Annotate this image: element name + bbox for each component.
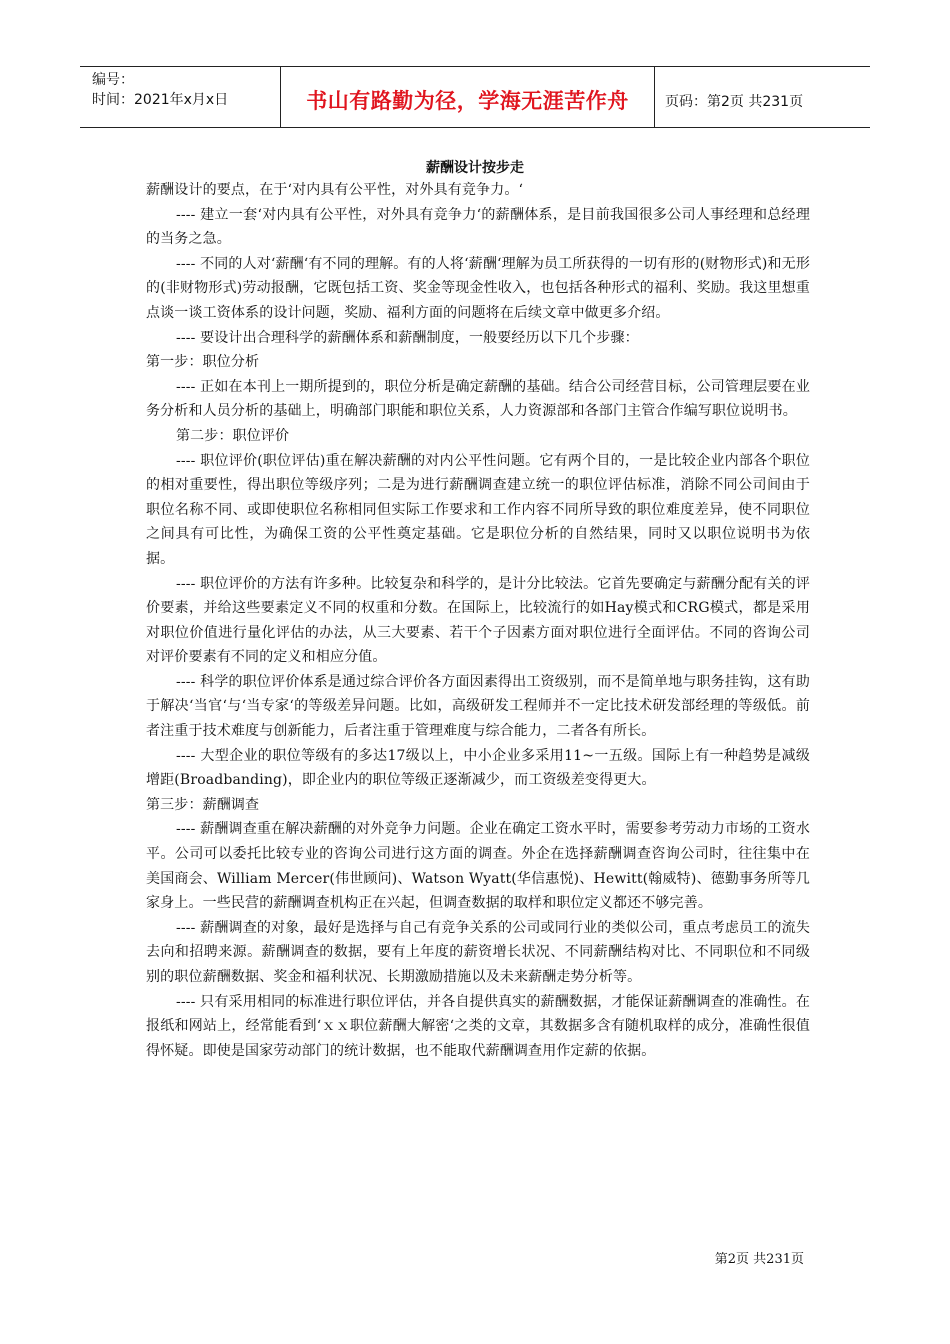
body-paragraph: 第三步：薪酬调查: [146, 796, 260, 813]
document-number-label: 编号：: [92, 72, 134, 88]
body-paragraph: ---- 正如在本刊上一期所提到的，职位分析是确定薪酬的基础。结合公司经营目标，公司管理层要在业务分析和人员分析的基础上，明确部门职能和职位关系，人力资源部和各部门主管合作编写职位说明书。: [146, 378, 810, 420]
body-paragraph: 第一步：职位分析: [146, 354, 260, 371]
document-body: [146, 178, 810, 1063]
body-paragraph: ---- 只有采用相同的标准进行职位评估，并各自提供真实的薪酬数据，才能保证薪酬调查的准确性。在报纸和网站上，经常能看到‘ｘｘ职位薪酬大解密‘之类的文章，其数据多含有随机取样的成分，准确性很值得怀疑。即使是国家劳动部门的统计数据，也不能取代薪酬调查用作定薪的依据。: [146, 993, 810, 1059]
body-paragraph: ---- 科学的职位评价体系是通过综合评价各方面因素得出工资级别，而不是简单地与职务挂钩，这有助于解决‘当官‘与‘当专家‘的等级差异问题。比如，高级研发工程师并不一定比技术研发部经理的等级低。前者注重于技术难度与创新能力，后者注重于管理难度与综合能力，二者各有所长。: [146, 673, 810, 740]
document-time: 时间：2021年x月x日: [92, 92, 229, 108]
document-title: 薪酬设计按步走: [426, 160, 524, 176]
header-motto-cell: [281, 67, 655, 127]
body-paragraph: ---- 不同的人对‘薪酬‘有不同的理解。有的人将‘薪酬‘理解为员工所获得的一切有形的(财物形式)和无形的(非财物形式)劳动报酬，它既包括工资、奖金等现金性收入，也包括各种形式的福利、奖励。我这里想重点谈一谈工资体系的设计问题，奖励、福利方面的问题将在后续文章中做更多介绍。: [146, 255, 810, 321]
header-meta-cell: [80, 67, 281, 127]
body-paragraph: 第二步：职位评价: [176, 427, 290, 444]
body-paragraph: ---- 薪酬调查重在解决薪酬的对外竞争力问题。企业在确定工资水平时，需要参考劳动力市场的工资水平。公司可以委托比较专业的咨询公司进行这方面的调查。外企在选择薪酬调查咨询公司时，往往集中在美国商会、William Mercer(伟世顾问)、Watson Wyatt(华信惠悦)、Hewitt(翰威特)、德勤事务所等几家身上。一些民营的薪酬调查机构正在兴起，但调查数据的取样和职位定义都还不够完善。: [146, 821, 810, 912]
body-paragraph: ---- 薪酬调查的对象，最好是选择与自己有竞争关系的公司或同行业的类似公司，重点考虑员工的流失去向和招聘来源。薪酬调查的数据，要有上年度的薪资增长状况、不同薪酬结构对比、不同职位和不同级别的职位薪酬数据、奖金和福利状况、长期激励措施以及未来薪酬走势分析等。: [146, 919, 810, 985]
body-paragraph: 薪酬设计的要点，在于‘对内具有公平性，对外具有竞争力。‘: [146, 182, 524, 198]
body-paragraph: ---- 要设计出合理科学的薪酬体系和薪酬制度，一般要经历以下几个步骤：: [176, 329, 639, 346]
footer-page-info: 第2页 共231页: [714, 1252, 804, 1267]
header-page-info: 页码：第2页 共231页: [665, 94, 804, 110]
body-paragraph: ---- 建立一套‘对内具有公平性，对外具有竞争力‘的薪酬体系，是目前我国很多公司人事经理和总经理的当务之急。: [146, 206, 810, 248]
body-paragraph: ---- 职位评价的方法有许多种。比较复杂和科学的，是计分比较法。它首先要确定与薪酬分配有关的评价要素，并给这些要素定义不同的权重和分数。在国际上，比较流行的如Hay模式和CRG模式，都是采用对职位价值进行量化评估的办法，从三大要素、若干个子因素方面对职位进行全面评估。不同的咨询公司对评价要素有不同的定义和相应分值。: [146, 575, 810, 666]
header-table: [80, 66, 870, 128]
body-paragraph: ---- 大型企业的职位等级有的多达17级以上，中小企业多采用11~一五级。国际上有一种趋势是减级增距(Broadbanding)，即企业内的职位等级正逐渐减少，而工资级差变得更大。: [146, 747, 810, 789]
body-paragraph: ---- 职位评价(职位评估)重在解决薪酬的对内公平性问题。它有两个目的，一是比较企业内部各个职位的相对重要性，得出职位等级序列；二是为进行薪酬调查建立统一的职位评估标准，消除不同公司间由于职位名称不同、或即使职位名称相同但实际工作要求和工作内容不同所导致的职位难度差异，使不同职位之间具有可比性，为确保工资的公平性奠定基础。它是职位分析的自然结果，同时又以职位说明书为依据。: [146, 452, 810, 567]
header-page-cell: [655, 67, 870, 127]
header-motto: 书山有路勤为径，学海无涯苦作舟: [306, 89, 629, 113]
